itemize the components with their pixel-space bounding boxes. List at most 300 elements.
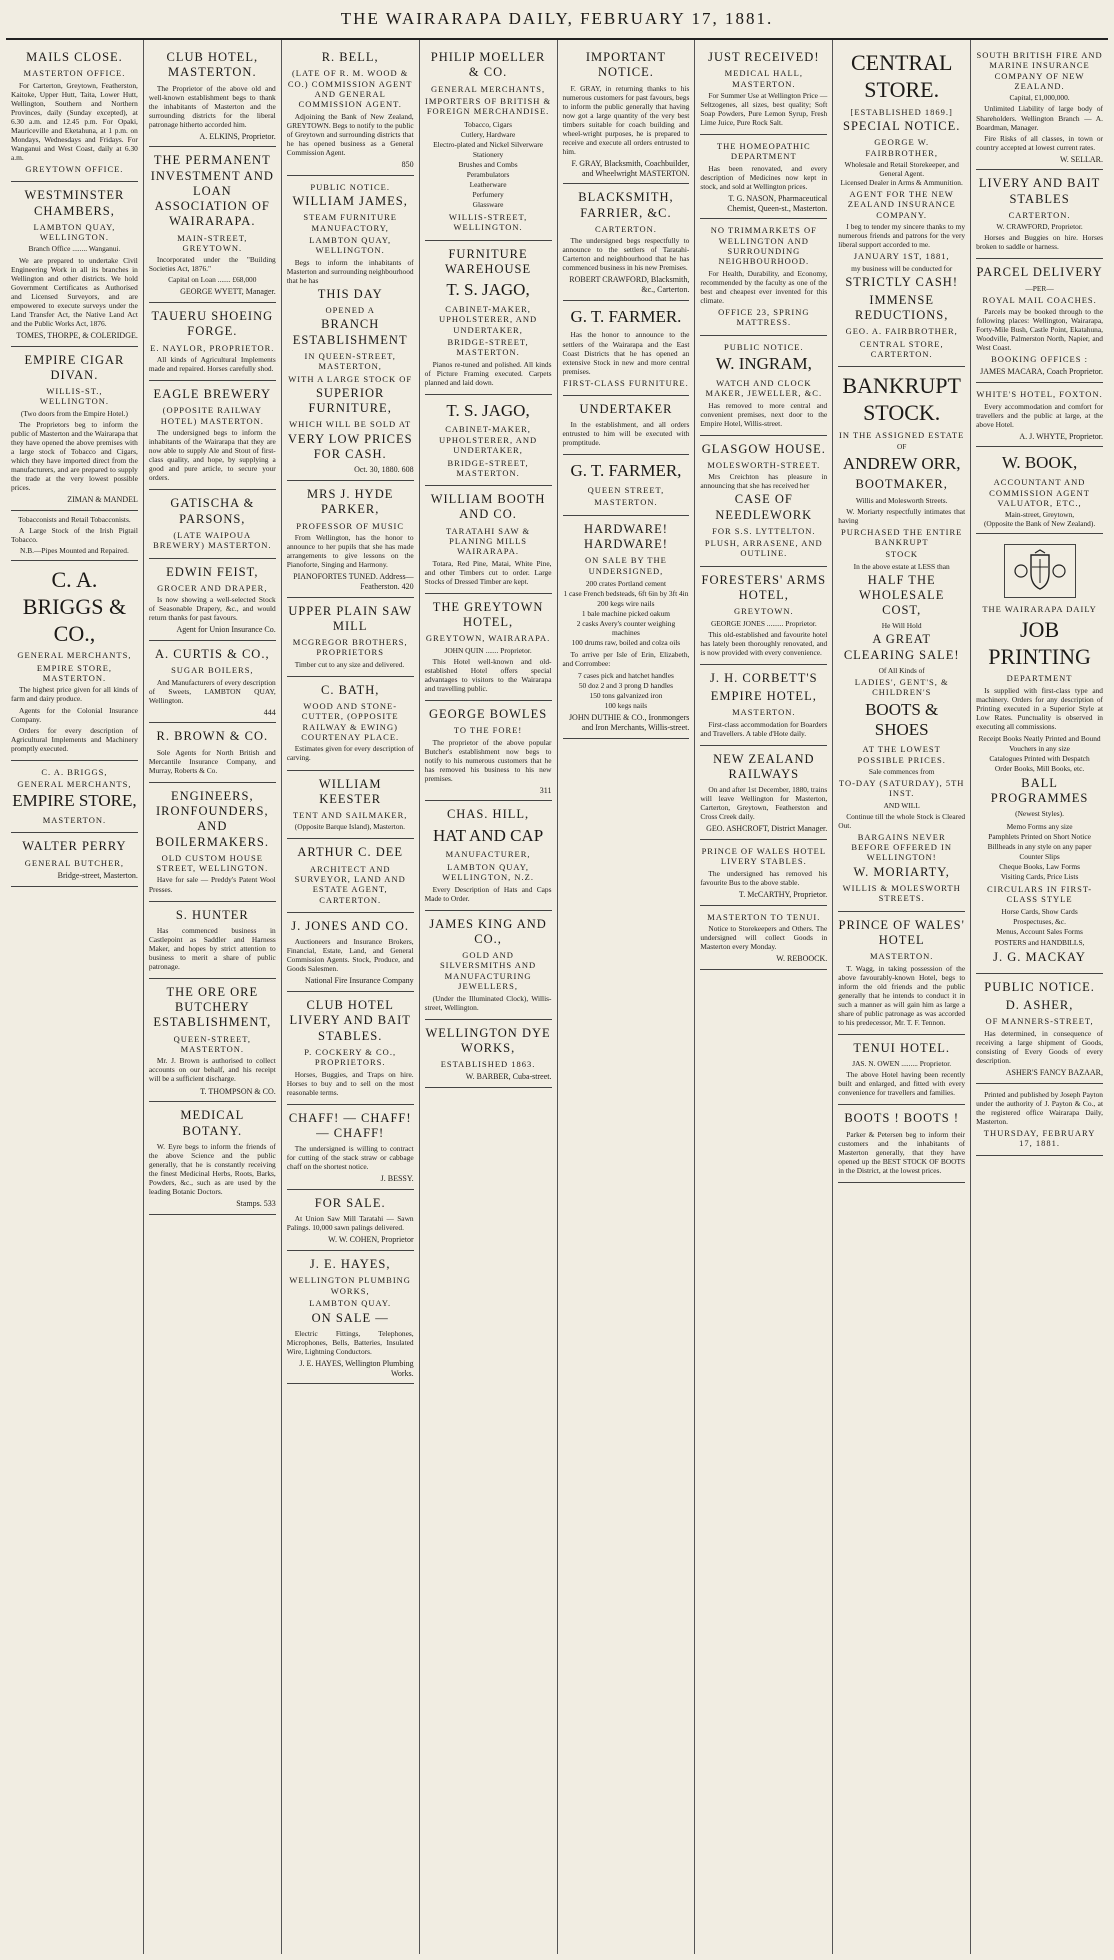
ad-line: JAS. N. OWEN ......... Proprietor. xyxy=(852,1059,952,1069)
central-store-ad xyxy=(838,44,965,367)
ad-subheading: ON SALE BY THE UNDERSIGNED, xyxy=(585,555,667,576)
ad-heading: BALL PROGRAMMES xyxy=(990,775,1089,806)
column-8 xyxy=(971,40,1108,1954)
ad-body: The Proprietor of the above old and well-known establishment begs to thank the inhabitants of Masterton and the surrounding districts for the liberal patronage hitherto accorded him. xyxy=(148,83,276,129)
ad-subheading: ESTABLISHED 1863. xyxy=(440,1059,536,1070)
column-3 xyxy=(282,40,420,1954)
ad-subheading: AGENT FOR THE NEW ZEALAND INSURANCE COMPANY. xyxy=(847,189,956,220)
asher-notice-ad xyxy=(976,974,1103,1084)
glasgow-house-ad xyxy=(700,436,827,567)
list-item: 2 casks Avery's counter weighing machines xyxy=(576,619,676,638)
ad-body: Electric Fittings, Telephones, Microphones, Bells, Batteries, Insulated Wire, Lightning Conductors. xyxy=(286,1328,414,1356)
ad-body: Adjoining the Bank of New Zealand, GREYTOWN. Begs to notify to the public of Greytown and surrounding districts that he has opened business as a General Commission Agent. xyxy=(286,111,414,157)
ad-heading: G. T. FARMER, xyxy=(570,461,682,481)
ad-signature: National Fire Insurance Company xyxy=(304,976,414,986)
ad-line: Main-street, Greytown, xyxy=(1004,510,1075,520)
ad-heading: T. S. JAGO, xyxy=(446,280,530,300)
blacksmith-ad xyxy=(563,184,690,300)
list-item: 100 kegs nails xyxy=(604,701,648,711)
ad-heading: GEORGE BOWLES xyxy=(428,706,548,721)
ad-subheading: GENERAL BUTCHER, xyxy=(24,857,125,868)
ad-line: Of All Kinds of xyxy=(878,665,925,675)
ad-line: Capital on Loan ....... £68,000 xyxy=(168,275,257,285)
ad-line: Capital, £1,000,000. xyxy=(1009,93,1070,103)
ad-heading: CLUB HOTEL, MASTERTON. xyxy=(166,50,259,80)
ad-signature: ROBERT CRAWFORD, Blacksmith, &c., Carterton. xyxy=(569,275,690,294)
ad-heading: THIS DAY xyxy=(317,286,383,301)
ad-heading: PHILIP MOELLER & CO. xyxy=(430,50,546,80)
ad-body: For Health, Durability, and Economy, recommended by the faculty as one of the best and cheapest ever invented for this climate. xyxy=(700,268,828,305)
perry-butcher-ad xyxy=(11,833,138,886)
list-item: Receipt Books Neatly Printed and Bound xyxy=(978,733,1101,743)
ad-body: This Hotel well-known and old-established Hotel offers special advantages to visitors to the Wairarapa and travelling public. xyxy=(424,656,552,693)
list-item: Counter Slips xyxy=(1019,851,1060,861)
ad-heading: W. INGRAM, xyxy=(715,354,812,374)
ad-heading: CHAFF! — CHAFF! — CHAFF! xyxy=(288,1110,412,1141)
ad-line: He Will Hold xyxy=(881,621,922,631)
ad-heading: C. A. BRIGGS & CO., xyxy=(22,566,127,646)
ad-subheading: DEPARTMENT xyxy=(1006,673,1073,684)
ad-subheading: ARCHITECT AND SURVEYOR, LAND AND ESTATE AGENT, CARTERTON. xyxy=(294,863,406,905)
mails-close-notice xyxy=(11,44,138,182)
ad-heading: CLUB HOTEL LIVERY AND BAIT STABLES. xyxy=(289,998,411,1043)
list-item: POSTERS and HANDBILLS, xyxy=(994,937,1085,947)
ad-body: Horses, Buggies, and Traps on hire. Horses to buy and to sell on the most reasonable terms. xyxy=(286,1069,414,1097)
homeopathic-ad xyxy=(700,135,827,219)
ad-subheading: (LATE WAIPOUA BREWERY) MASTERTON. xyxy=(153,529,272,551)
ad-body: Is now showing a well-selected Stock of Seasonable Drapery, &c., and would return thanks for past favours. xyxy=(148,595,276,623)
list-item: 7 cases pick and hatchet handles xyxy=(578,671,674,681)
foresters-arms-ad xyxy=(700,567,827,665)
ad-signature: W. BARBER, Cuba-street. xyxy=(465,1072,552,1082)
ad-subheading: STOCK xyxy=(885,549,919,560)
ad-heading: R. BELL, xyxy=(321,50,379,64)
ad-subheading: NO TRIMMARKETS OF WELLINGTON AND SURROUNDING NEIGHBOURHOOD. xyxy=(710,225,817,267)
ad-heading: J. G. MACKAY xyxy=(993,949,1086,964)
ad-heading: THE ORE ORE BUTCHERY ESTABLISHMENT, xyxy=(153,984,272,1030)
list-item: 200 crates Portland cement xyxy=(585,579,667,588)
ad-body: Estimates given for every description of carving. xyxy=(286,744,414,763)
ad-subheading: GEORGE W. FAIRBROTHER, xyxy=(865,137,938,158)
keester-sailmaker-ad xyxy=(287,771,414,840)
column-5 xyxy=(558,40,696,1954)
ad-body: First-class accommodation for Boarders and Travellers. A table d'Hote daily. xyxy=(700,719,828,738)
ad-heading: EMPIRE STORE, xyxy=(12,791,137,811)
list-item: 200 kegs wire nails xyxy=(597,599,655,609)
gatiscia-parsons-ad xyxy=(149,490,276,558)
ad-heading: HARDWARE! HARDWARE! xyxy=(583,521,668,552)
ad-subheading: ACCOUNTANT AND COMMISSION AGENT VALUATOR, ETC., xyxy=(989,477,1090,508)
column-2 xyxy=(144,40,282,1954)
ad-heading: CENTRAL STORE. xyxy=(850,50,953,102)
ad-signature: W. SELLAR. xyxy=(1059,154,1103,164)
ad-subheading: PURCHASED THE ENTIRE BANKRUPT xyxy=(841,526,963,547)
club-hotel-ad xyxy=(149,44,276,147)
list-item: Brushes and Combs xyxy=(458,159,518,169)
ad-heading: GLASGOW HOUSE. xyxy=(701,441,826,456)
jones-auctioneers-ad xyxy=(287,913,414,992)
ad-signature: 311 xyxy=(539,785,552,795)
ad-subheading: CABINET-MAKER, UPHOLSTERER, AND UNDERTAKER, xyxy=(438,303,538,335)
briggs-merchants-ad xyxy=(11,561,138,761)
list-item: Stationery xyxy=(472,149,504,159)
ad-body: Every Description of Hats and Caps Made to Order. xyxy=(424,884,552,903)
ad-line: In the above estate at LESS than xyxy=(853,561,950,571)
ad-body: Mr. J. Brown is authorised to collect accounts on our behalf, and his receipt will be a sufficient discharge. xyxy=(148,1056,276,1084)
hardware-list xyxy=(563,579,690,647)
ad-line: (Newest Styles). xyxy=(1015,809,1064,819)
ad-line: Branch Office ........ Wanganui. xyxy=(28,244,121,254)
ad-body: Continue till the whole Stock is Cleared Out. xyxy=(838,811,966,830)
list-item: Glassware xyxy=(472,199,504,209)
ad-subheading: STEAM FURNITURE MANUFACTORY, xyxy=(303,212,397,233)
ad-heading: EMPIRE CIGAR DIVAN. xyxy=(24,352,125,382)
ad-line: AND WILL xyxy=(883,800,920,810)
ad-heading: G. T. FARMER. xyxy=(570,306,682,326)
ad-subheading: MASTERTON. xyxy=(869,951,934,962)
ore-butchery-ad xyxy=(149,979,276,1102)
empire-cigar-divan-ad xyxy=(11,347,138,511)
ad-heading: FOR SALE. xyxy=(314,1196,386,1211)
ad-subheading: C. A. BRIGGS, xyxy=(41,766,108,777)
ad-body: W. Moriarty respectfully intimates that having xyxy=(838,506,966,525)
parcel-delivery-ad xyxy=(976,259,1103,383)
ad-heading: CHAS. HILL, xyxy=(446,807,530,822)
ad-subheading: GREYTOWN OFFICE. xyxy=(25,163,124,174)
column-7 xyxy=(833,40,971,1954)
tenui-carrier-ad xyxy=(700,906,827,970)
ad-body: We are prepared to undertake Civil Engineering Work in all its branches in Wellington and other districts. We hold Government Certificates as Authorised and Licensed Surveyors, and are empowered to execute surveys under the Land Transfer Act, the Native Land Act and the Public Works Act, 1876. xyxy=(11,255,138,328)
list-item: Leatherware xyxy=(469,179,507,189)
ad-body: Fire Risks of all classes, in town or country accepted at lowest current rates. xyxy=(976,133,1103,152)
ad-body: The undersigned is willing to contract for cutting of the stack straw or cabbage chaff on the shortest notice. xyxy=(286,1144,414,1172)
ad-subheading: MASTERTON. xyxy=(732,707,796,718)
ad-subheading: AT THE LOWEST POSSIBLE PRICES. xyxy=(857,744,946,765)
ad-body: Begs to inform the inhabitants of Masterton and surrounding neighbourhood that he has xyxy=(286,257,414,285)
ad-subheading: CARTERTON. xyxy=(1008,209,1071,220)
ad-heading: ARTHUR C. DEE xyxy=(297,845,404,860)
ad-subheading: GEO. A. FAIRBROTHER, xyxy=(845,326,958,337)
hayes-plumbing-ad xyxy=(287,1251,414,1384)
railways-ad xyxy=(700,746,827,840)
architect-ad xyxy=(287,839,414,913)
ad-line: Tobacconists and Retail Tobacconists. xyxy=(18,514,131,524)
ad-subheading: PLUSH, ARRASENE, AND OUTLINE. xyxy=(704,538,823,559)
ad-heading: JOB PRINTING xyxy=(988,616,1091,669)
ad-body: Unlimited Liability of large body of Shareholders. Wellington Branch — A. Boardman, Manager. xyxy=(976,104,1103,132)
ad-heading: HALF THE WHOLESALE COST, xyxy=(859,572,945,618)
list-item: 1 bale machine picked oakum xyxy=(581,609,671,619)
ad-subheading: WILLIS-ST., WELLINGTON. xyxy=(39,386,110,407)
for-sale-ad xyxy=(287,1190,414,1251)
ad-heading: LIVERY AND BAIT STABLES xyxy=(978,176,1101,206)
ad-body: (Opposite Barque Island), Masterton. xyxy=(294,822,405,832)
ingram-watchmaker-ad xyxy=(700,336,827,436)
ad-heading: TAUERU SHOEING FORGE. xyxy=(151,309,274,339)
ad-heading: GATISCHA & PARSONS, xyxy=(170,496,255,526)
ad-subheading: GREYTOWN. xyxy=(734,606,794,617)
ad-heading: A. CURTIS & CO., xyxy=(155,646,270,661)
ad-subheading: LAMBTON QUAY, WELLINGTON. xyxy=(33,221,116,243)
ad-body: To arrive per Isle of Erin, Elizabeth, and Corrombee: xyxy=(562,650,690,669)
list-item: Visiting Cards, Price Lists xyxy=(1000,871,1079,881)
ad-body: In the establishment, and all orders entrusted to him will be executed with promptitude. xyxy=(562,420,690,448)
farmer-furniture-ad xyxy=(563,301,690,396)
ad-heading: EDWIN FEIST, xyxy=(166,564,259,579)
medical-botany-ad xyxy=(149,1102,276,1214)
ad-heading: HAT AND CAP xyxy=(432,825,544,845)
bowles-butcher-ad xyxy=(425,701,552,802)
ad-body: Mrs Creichton has pleasure in announcing that she has received her xyxy=(700,472,828,491)
ad-heading: R. BROWN & CO. xyxy=(156,729,269,744)
ad-subheading: WHICH WILL BE SOLD AT xyxy=(289,419,412,430)
ad-line: Licensed Dealer in Arms & Ammunition. xyxy=(840,178,963,188)
ad-signature: W. REBOOCK. xyxy=(776,954,828,964)
ad-subheading: MEDICAL HALL, MASTERTON. xyxy=(724,68,803,89)
tobacco-notice xyxy=(11,511,138,561)
ad-heading: THE GREYTOWN HOTEL, xyxy=(432,599,544,630)
ad-subheading: BRIDGE-STREET, MASTERTON. xyxy=(447,336,529,358)
bankrupt-stock-ad xyxy=(838,367,965,911)
ad-heading: W. MORIARTY, xyxy=(853,864,950,879)
ad-subheading: BRIDGE-STREET, MASTERTON. xyxy=(447,457,529,478)
chaff-ad xyxy=(287,1105,414,1190)
undertaker-ad xyxy=(563,396,690,455)
ad-body: For Summer Use at Wellington Price — Seltzogenes, all sizes, best quality; Soft Soap Powders, Pure Lemon Syrup, Fresh Lime Juice, Pure Rock Salt. xyxy=(700,90,828,128)
ad-subheading: OPENED A xyxy=(325,304,375,315)
ad-body: Auctioneers and Insurance Brokers, Financial, Estate, Land, and General Commission Agents. Stock, Produce, and Goods Salesmen. xyxy=(286,937,414,974)
ad-subheading: LAMBTON QUAY, WELLINGTON, N.Z. xyxy=(442,861,534,883)
ad-subheading: OFFICE 23, SPRING MATTRESS. xyxy=(718,306,810,328)
ad-heading: PRINCE OF WALES' HOTEL xyxy=(838,917,965,948)
ad-heading: SUPERIOR FURNITURE, xyxy=(308,385,392,416)
ad-line: —PER— xyxy=(1025,283,1054,293)
ad-heading: JAMES KING AND CO., xyxy=(429,916,547,946)
ad-subheading: [ESTABLISHED 1869.] xyxy=(850,106,953,117)
ad-signature: F. GRAY, Blacksmith, Coachbuilder, and Wheelwright MASTERTON. xyxy=(571,158,690,178)
ad-heading: J. E. HAYES, xyxy=(309,1257,391,1272)
ad-subheading: LADIES', GENT'S, & CHILDREN'S xyxy=(854,677,949,698)
ad-signature: JAMES MACARA, Coach Proprietor. xyxy=(980,367,1103,377)
list-item: Memo Forms any size xyxy=(1006,821,1073,831)
ad-heading: UNDERTAKER xyxy=(579,401,673,416)
ad-body: From Wellington, has the honor to announce to her pupils that she has made arrangements to give lessons on the Pianoforte, Singing and Harmony. xyxy=(286,532,414,569)
ad-subheading: ROYAL MAIL COACHES. xyxy=(982,294,1097,305)
brown-co-ad xyxy=(149,723,276,782)
william-james-ad xyxy=(287,176,414,481)
ad-subheading: WILLIS & MOLESWORTH STREETS. xyxy=(842,883,961,904)
ad-body: The highest price given for all kinds of farm and dairy produce. xyxy=(11,685,138,704)
ad-subheading: EMPIRE STORE, MASTERTON. xyxy=(36,662,113,684)
list-item: Perambulators xyxy=(466,169,510,179)
ad-body: The Proprietors beg to inform the public of Masterton and the Wairarapa that they have opened the above premises with a large stock of Tobacco and Cigars, which they have imported direct from the manufacturers, and are prepared to supply the trade at the very lowest possible prices. xyxy=(11,419,138,492)
printing-list xyxy=(976,907,1103,946)
ad-heading: WELLINGTON DYE WORKS, xyxy=(425,1025,551,1055)
eagle-brewery-ad xyxy=(149,381,276,490)
ad-subheading: P. COCKERY & CO., PROPRIETORS. xyxy=(304,1046,397,1068)
ad-heading: IMMENSE REDUCTIONS, xyxy=(855,292,949,323)
ad-heading: BRANCH ESTABLISHMENT xyxy=(292,317,408,347)
ad-body: Has removed to more central and convenient premises, next door to the Empire Hotel, Willis-street. xyxy=(700,400,828,428)
ad-body: Printed and published by Joseph Payton under the authority of J. Payton & Co., at the registered office Wairarapa Daily, Masterton. xyxy=(976,1089,1103,1126)
list-item: Pamphlets Printed on Short Notice xyxy=(988,831,1091,841)
list-item: Cheque Books, Law Forms xyxy=(999,861,1080,871)
ad-subheading: FOR S.S. LYTTELTON. xyxy=(712,525,816,536)
ad-body: All kinds of Agricultural Implements made and repaired. Horses carefully shod. xyxy=(148,355,276,374)
farmer-address-ad xyxy=(563,455,690,515)
list-item: Prospectuses, &c. xyxy=(1013,917,1066,927)
ad-body: Notice to Storekeepers and Others. The undersigned will collect Goods in Masterton every Monday. xyxy=(700,924,828,952)
ad-line: Willis and Molesworth Streets. xyxy=(855,495,948,505)
ad-heading: BLACKSMITH, FARRIER, &C. xyxy=(578,190,674,220)
list-item: Vouchers in any size xyxy=(1009,743,1070,753)
tenui-hotel-ad xyxy=(838,1035,965,1105)
ad-body: W. Eyre begs to inform the friends of the above Science and the public generally, that he is constantly receiving the finest Medicinal Herbs, Roots, Barks, Powders, &c., such as are used by the leading Botanic Doctors. xyxy=(148,1141,276,1196)
boots-ad xyxy=(838,1105,965,1182)
south-british-insurance-ad xyxy=(976,44,1103,170)
ad-subheading: IMPORTERS OF BRITISH & FOREIGN MERCHANDISE. xyxy=(425,95,552,117)
ad-heading: STRICTLY CASH! xyxy=(845,274,958,289)
ad-subheading: FIRST-CLASS FURNITURE. xyxy=(563,377,689,388)
ad-signature: ZIMAN & MANDEL xyxy=(67,495,138,504)
ad-subheading: LAMBTON QUAY. xyxy=(309,1298,392,1309)
ad-subheading: TO-DAY (SATURDAY), 5TH INST. xyxy=(838,777,965,799)
column-4 xyxy=(420,40,558,1954)
ad-subheading: (LATE OF R. M. WOOD & CO.) COMMISSION AGENT AND GENERAL COMMISSION AGENT. xyxy=(287,68,413,110)
ad-heading: NEW ZEALAND RAILWAYS xyxy=(713,751,815,781)
engineers-ad xyxy=(149,783,276,902)
ad-subheading: JANUARY 1ST, 1881, xyxy=(853,251,950,262)
masthead xyxy=(6,0,1108,40)
coat-of-arms-icon xyxy=(1004,544,1076,598)
ad-body: The proprietor of the above popular Butcher's establishment now begs to notify to his numerous customers that he has removed his business to his new premises. xyxy=(424,737,552,783)
ad-body: F. GRAY, in returning thanks to his numerous customers for past favours, begs to inform the public generally that having now got a large quantity of the very best timbers suitable for coach building and wheel-wright purposes, he is prepared to receive and execute all orders entrusted to him. xyxy=(562,83,690,156)
ad-body: Pianos re-tuned and polished. All kinds of Picture Framing executed. Carpets planned and laid down. xyxy=(424,359,552,387)
ad-subheading: CABINET-MAKER, UPHOLSTERER, AND UNDERTAKER, xyxy=(438,424,538,456)
ad-heading: CASE OF NEEDLEWORK xyxy=(715,492,813,522)
ad-heading: FORESTERS' ARMS HOTEL, xyxy=(701,572,827,603)
hardware-ad xyxy=(563,516,690,739)
ad-body: Every accommodation and comfort for travellers and the public at large, at the above Hotel. xyxy=(976,401,1103,429)
ad-subheading: OF MANNERS-STREET, xyxy=(985,1016,1094,1027)
ad-subheading: WITH A LARGE STOCK OF xyxy=(288,373,413,384)
ad-heading: T. S. JAGO, xyxy=(446,400,530,420)
ad-subheading: MAIN-STREET, GREYTOWN. xyxy=(177,232,248,254)
ad-subheading: QUEEN STREET, xyxy=(587,485,665,496)
ad-body: And Manufacturers of every description of Sweets, LAMBTON QUAY, Wellington. xyxy=(148,677,276,705)
livery-stables-ad xyxy=(287,992,414,1105)
job-printing-ad xyxy=(976,534,1103,973)
ad-body: Has the honor to announce to the settlers of the Wairarapa and the East Coast Districts that he has opened an extensive Stock in new and more central premises. xyxy=(562,330,690,376)
ad-subheading: MOLESWORTH-STREET. xyxy=(707,459,821,470)
crest-icon xyxy=(1011,549,1069,593)
ad-subheading: PUBLIC NOTICE. xyxy=(310,181,390,192)
ad-line: GEORGE JONES ......... Proprietor. xyxy=(710,618,817,628)
ad-body: Totara, Red Pine, Matai, White Pine, and other Timbers cut to order. Large Stocks of Dressed Timber are kept. xyxy=(424,558,552,586)
hunter-saddler-ad xyxy=(149,902,276,979)
ad-heading: EMPIRE HOTEL, xyxy=(710,689,817,704)
ad-line: (Opposite the Bank of New Zealand). xyxy=(983,519,1096,529)
edwin-feist-ad xyxy=(149,559,276,641)
ad-heading: PARCEL DELIVERY xyxy=(976,265,1103,280)
ad-subheading: WATCH AND CLOCK MAKER, JEWELLER, &C. xyxy=(705,377,823,399)
ad-signature: Oct. 30, 1880. 608 xyxy=(354,465,414,475)
ad-heading: JUST RECEIVED! xyxy=(708,50,820,64)
ad-subheading: SOUTH BRITISH FIRE AND MARINE INSURANCE COMPANY OF NEW ZEALAND. xyxy=(976,50,1103,92)
ad-signature: T. G. NASON, Pharmaceutical Chemist, Queen-st., Masterton. xyxy=(727,193,828,213)
hyde-parker-ad xyxy=(287,481,414,597)
ad-heading: ANDREW ORR, xyxy=(842,453,961,473)
ad-subheading: WHITE'S HOTEL, FOXTON. xyxy=(976,389,1103,400)
ad-subheading: TENT AND SAILMAKER, xyxy=(292,810,408,821)
whites-hotel-ad xyxy=(976,383,1103,447)
ad-signature: Agent for Union Insurance Co. xyxy=(176,625,276,635)
book-accountant-ad xyxy=(976,447,1103,534)
list-item: Menus, Account Sales Forms xyxy=(996,927,1083,937)
ad-line: Sale commences from xyxy=(868,766,935,776)
ad-body: Has determined, in consequence of receiving a large shipment of Goods, consisting of Every Goods of every description. xyxy=(976,1028,1103,1065)
list-item: Electro-plated and Nickel Silverware xyxy=(433,139,543,149)
ad-line: W. CRAWFORD, Proprietor. xyxy=(996,222,1083,232)
livery-bait-stables-ad xyxy=(976,170,1103,259)
ad-body: Incorporated under the "Building Societies Act, 1876." xyxy=(148,255,276,274)
ad-subheading: CARTERTON. xyxy=(594,223,657,234)
ad-signature: T. THOMPSON & CO. xyxy=(200,1086,276,1096)
ad-subheading: MASTERTON. xyxy=(594,497,658,508)
moeller-merchants-ad xyxy=(425,44,552,241)
ad-subheading: GENERAL MERCHANTS, xyxy=(17,650,132,661)
westminster-chambers-ad xyxy=(11,182,138,346)
ad-heading: BOOTS ! BOOTS ! xyxy=(844,1111,960,1126)
ad-subheading: IN THE ASSIGNED ESTATE xyxy=(839,430,965,441)
ad-signature: ASHER'S FANCY BAZAAR, xyxy=(1005,1067,1103,1077)
list-item: 50 doz 2 and 3 prong D handles xyxy=(578,681,674,691)
ad-subheading: CENTRAL STORE, CARTERTON. xyxy=(859,338,944,360)
ad-signature: A. J. WHYTE, Proprietor. xyxy=(1019,431,1103,441)
ad-subheading: GREYTOWN, WAIRARAPA. xyxy=(425,633,551,644)
ad-body: Has commenced business in Castlepoint as Saddler and Harness Maker, and hopes by strict attention to business to merit a share of public patronage. xyxy=(148,925,276,971)
shoeing-forge-ad xyxy=(149,303,276,381)
ad-heading: PUBLIC NOTICE. xyxy=(984,979,1095,994)
ad-body: The undersigned begs to inform the inhabitants of the Wairarapa that they are now able to supply Ale and Stout of first-class quality, and hope, by supplying a good and pure article, to secure your orders. xyxy=(148,428,276,483)
ad-body: Parcels may be booked through to the following places: Wellington, Wairarapa, Forty-Mile Bush, Castle Point, Ekatahuna, Woodville, Palmerston North, Napier, and West Coast. xyxy=(976,306,1103,353)
furniture-warehouse-ad xyxy=(425,241,552,395)
ad-body: T. Wagg, in taking possession of the above favourably-known Hotel, begs to inform the old friends and the public generally that he intends to conduct it in such a manner as will gain him as large a share of public patronage as was accorded to his predecessor, Mr. T. F. Tennon. xyxy=(838,963,966,1027)
list-item: Perfumery xyxy=(472,189,504,199)
ad-subheading: IN QUEEN-STREET, MASTERTON, xyxy=(304,350,396,372)
ad-heading: MAILS CLOSE. xyxy=(26,50,123,64)
newspaper-title: THE WAIRARAPA DAILY, FEBRUARY 17, 1881. xyxy=(340,9,774,28)
ad-body: Agents for the Colonial Insurance Company. xyxy=(11,705,138,724)
list-item: 150 tons galvanized iron xyxy=(589,691,663,701)
ad-heading: TENUI HOTEL. xyxy=(853,1040,951,1055)
ad-heading: BANKRUPT STOCK. xyxy=(842,373,961,426)
list-item: 1 case French bedsteads, 6ft 6in by 3ft 4in xyxy=(563,589,689,599)
ad-heading: THE PERMANENT INVESTMENT AND LOAN ASSOCIATION OF WAIRARAPA. xyxy=(150,153,274,229)
newspaper-page xyxy=(6,40,1108,1954)
ad-signature: JOHN DUTHIE & CO., Ironmongers and Iron Merchants, Willis-street. xyxy=(568,713,690,733)
ad-heading: WILLIAM JAMES, xyxy=(292,193,408,208)
list-item: Catalogues Printed with Despatch xyxy=(989,753,1090,763)
ad-subheading: THURSDAY, FEBRUARY 17, 1881. xyxy=(983,1127,1096,1148)
ad-body: Has been renovated, and every description of Medicines now kept in stock, and sold at Wellington prices. xyxy=(700,163,828,191)
ad-subheading: MASTERTON OFFICE. xyxy=(23,68,126,79)
printing-list xyxy=(976,822,1103,881)
ad-heading: BOOTMAKER, xyxy=(855,477,948,492)
ad-subheading: MCGREGOR BROTHERS, PROPRIETORS xyxy=(292,637,408,658)
ad-line: OF xyxy=(896,442,907,452)
list-item: Order Books, Mill Books, etc. xyxy=(994,763,1085,773)
